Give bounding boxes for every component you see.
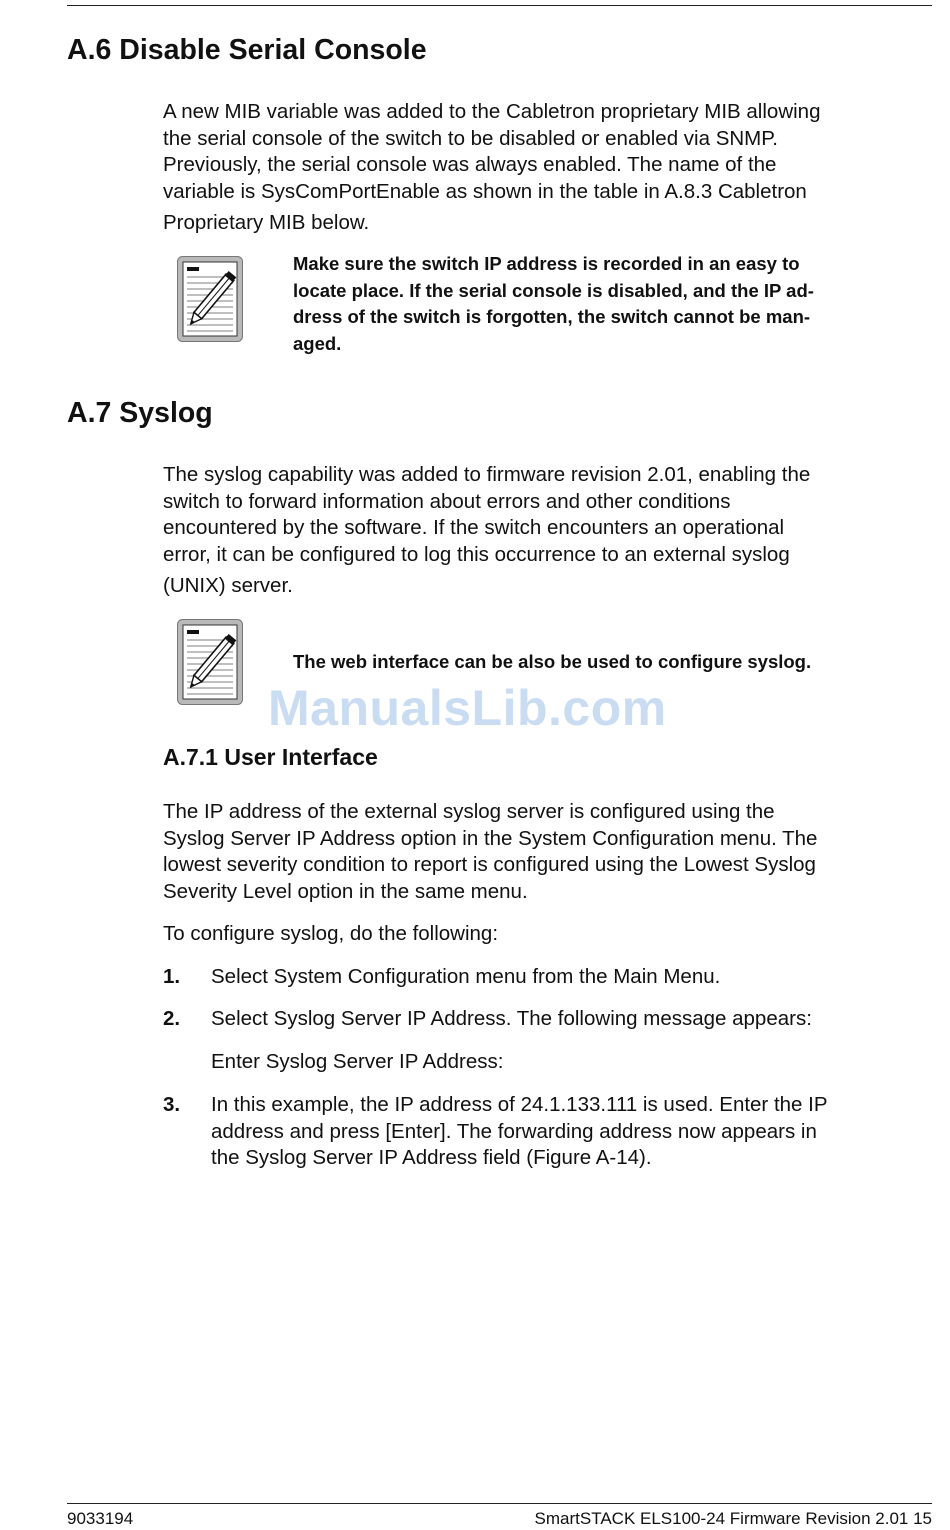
- footer-title-page: SmartSTACK ELS100-24 Firmware Revision 2.01 15: [534, 1509, 932, 1528]
- section-a71-paragraph: [163, 799, 933, 905]
- paragraph-line: To configure syslog, do the following:: [163, 922, 499, 945]
- note-line: dress of the switch is forgotten, the switch cannot be man-: [293, 306, 811, 327]
- step-line: Select System Configuration menu from the Main Menu.: [211, 965, 721, 988]
- step-text: [211, 964, 931, 991]
- step-line: Select Syslog Server IP Address. The following message appears:: [211, 1007, 812, 1030]
- paragraph-line: Severity Level option in the same menu.: [163, 879, 528, 903]
- section-a6-paragraph: [163, 99, 933, 237]
- paragraph-line: variable is SysComPortEnable as shown in the table in A.8.3 Cabletron: [163, 179, 807, 203]
- step-line: In this example, the IP address of 24.1.133.111 is used. Enter the IP: [211, 1093, 828, 1116]
- note-line: Make sure the switch IP address is recorded in an easy to: [293, 253, 800, 274]
- paragraph-line: encountered by the software. If the switch encounters an operational: [163, 516, 785, 539]
- section-heading-a7: A.7 Syslog: [67, 397, 213, 429]
- top-rule: [67, 5, 932, 6]
- paragraph-line: The syslog capability was added to firmware revision 2.01, enabling the: [163, 463, 811, 486]
- step-text: [211, 1006, 931, 1033]
- paragraph-line: the serial console of the switch to be disabled or enabled via SNMP.: [163, 126, 778, 150]
- step-number: 1.: [163, 965, 181, 988]
- paragraph-line: switch to forward information about errors and other conditions: [163, 489, 731, 513]
- step-line: address and press [Enter]. The forwarding address now appears in: [211, 1119, 817, 1143]
- paragraph-line: (UNIX) server.: [163, 574, 293, 597]
- procedure-intro: [163, 921, 933, 948]
- paragraph-line: lowest severity condition to report is configured using the Lowest Syslog: [163, 853, 816, 876]
- section-heading-a6: A.6 Disable Serial Console: [67, 34, 427, 66]
- note-line: aged.: [293, 332, 342, 354]
- paragraph-line: The IP address of the external syslog server is configured using the: [163, 800, 775, 823]
- paragraph-line: A new MIB variable was added to the Cabletron proprietary MIB allowing: [163, 100, 821, 123]
- step-number: 3.: [163, 1093, 181, 1116]
- section-heading-a71: A.7.1 User Interface: [163, 744, 378, 770]
- watermark: ManualsLib.com: [268, 680, 667, 736]
- paragraph-line: error, it can be configured to log this occurrence to an external syslog: [163, 542, 790, 566]
- paragraph-line: Proprietary MIB below.: [163, 211, 370, 234]
- footer-doc-number: 9033194: [67, 1509, 134, 1528]
- step-number: 2.: [163, 1007, 181, 1030]
- note-text: [293, 251, 923, 357]
- note-pencil-icon: [177, 619, 243, 705]
- step-message: [211, 1049, 931, 1076]
- paragraph-line: Previously, the serial console was always enabled. The name of the: [163, 153, 777, 176]
- bottom-rule: [67, 1503, 932, 1504]
- step-text: [211, 1092, 931, 1172]
- message-line: Enter Syslog Server IP Address:: [211, 1050, 504, 1073]
- paragraph-line: Syslog Server IP Address option in the System Configuration menu. The: [163, 826, 818, 850]
- section-a7-paragraph: [163, 462, 933, 600]
- note-pencil-icon: [177, 256, 243, 342]
- step-line: the Syslog Server IP Address field (Figure A-14).: [211, 1146, 652, 1169]
- note-line: locate place. If the serial console is disabled, and the IP ad-: [293, 279, 814, 301]
- note-text: [293, 649, 923, 676]
- note-line: The web interface can be also be used to configure syslog.: [293, 651, 812, 672]
